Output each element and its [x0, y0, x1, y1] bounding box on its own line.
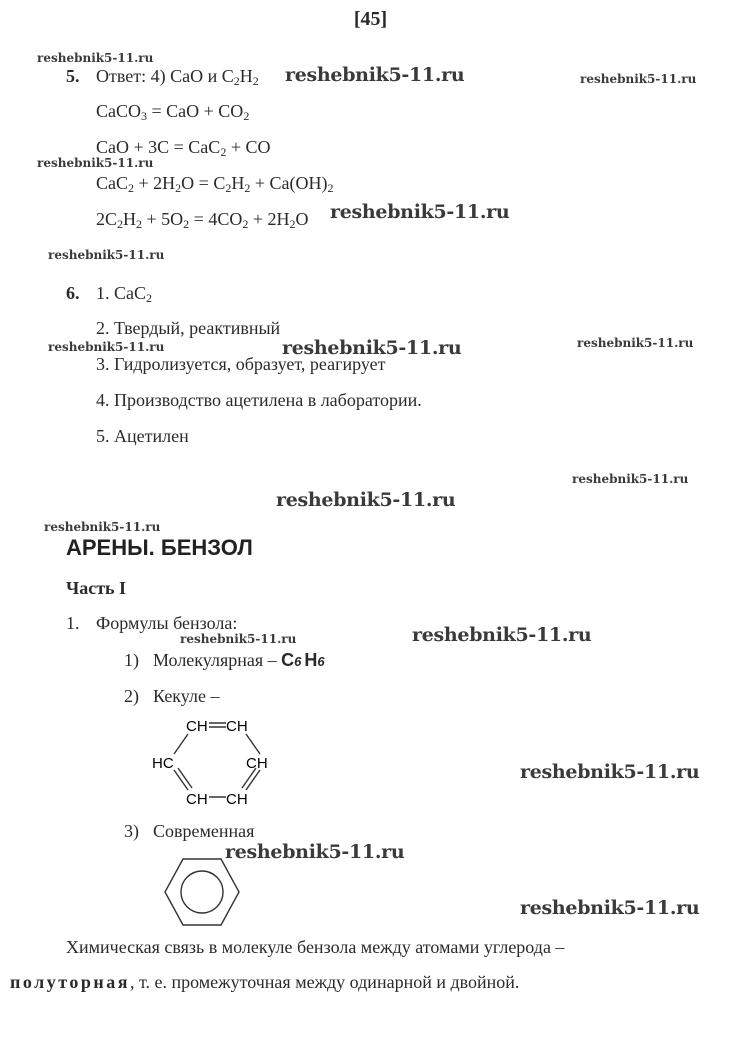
- kekule-atom: CH: [186, 791, 208, 808]
- watermark: reshebnik5-11.ru: [520, 897, 700, 919]
- q6-item-3: 3. Гидролизуется, образует, реагирует: [96, 354, 386, 374]
- watermark: reshebnik5-11.ru: [276, 489, 456, 511]
- watermark: reshebnik5-11.ru: [577, 336, 694, 350]
- part-title: Часть I: [66, 578, 127, 598]
- watermark: reshebnik5-11.ru: [282, 337, 462, 359]
- watermark: reshebnik5-11.ru: [330, 201, 510, 223]
- page-number: [45]: [353, 8, 388, 30]
- question-number: 5.: [66, 66, 80, 86]
- question-text: Формулы бензола:: [96, 613, 238, 633]
- kekule-atom: HC: [152, 755, 174, 772]
- question-number: 6.: [66, 283, 80, 303]
- q6-item-2: 2. Твердый, реактивный: [96, 318, 281, 338]
- kekule-atom: CH: [246, 755, 268, 772]
- watermark: reshebnik5-11.ru: [48, 340, 165, 354]
- watermark: reshebnik5-11.ru: [48, 248, 165, 262]
- kekule-label: Кекуле –: [153, 686, 220, 706]
- equation-3: $CaC_2 + 2H_2O = C_2H_2 + Ca(OH)_2$: [96, 173, 334, 195]
- benzene-ring-structure: [162, 855, 242, 929]
- key-term: полуторная: [10, 972, 130, 992]
- conclusion-line: Химическая связь в молекуле бензола между атомами углерода –: [66, 937, 565, 957]
- watermark: reshebnik5-11.ru: [37, 51, 154, 65]
- watermark: reshebnik5-11.ru: [412, 624, 592, 646]
- equation-2: CaO + 3C = CaC$_2$ + CO: [96, 137, 271, 159]
- formula-label: 2): [124, 686, 139, 706]
- watermark: reshebnik5-11.ru: [180, 632, 297, 646]
- watermark: reshebnik5-11.ru: [520, 761, 700, 783]
- q6-item-4: 4. Производство ацетилена в лаборатории.: [96, 390, 422, 410]
- watermark: reshebnik5-11.ru: [37, 156, 154, 170]
- question-number: 1.: [66, 613, 80, 633]
- formula-label: 3): [124, 821, 139, 841]
- conclusion-line: полуторная, т. е. промежуточная между одинарной и двойной.: [10, 972, 520, 992]
- watermark: reshebnik5-11.ru: [44, 520, 161, 534]
- equation-1: CaCO$_3$ = CaO + $CO_2$: [96, 101, 250, 123]
- modern-label: Современная: [153, 821, 255, 841]
- q6-item-5: 5. Ацетилен: [96, 426, 189, 446]
- kekule-atom: CH: [226, 718, 248, 735]
- kekule-atom: CH: [186, 718, 208, 735]
- molecular-formula: Молекулярная – C6 H6: [153, 650, 325, 670]
- kekule-atom: CH: [226, 791, 248, 808]
- watermark: reshebnik5-11.ru: [225, 841, 405, 863]
- equation-4: $2C_2H_2 + 5O_2 = 4CO_2 + 2H_2O$: [96, 209, 309, 231]
- watermark: reshebnik5-11.ru: [580, 72, 697, 86]
- section-title: АРЕНЫ. БЕНЗОЛ: [66, 535, 253, 560]
- watermark: reshebnik5-11.ru: [572, 472, 689, 486]
- kekule-structure: [140, 712, 280, 812]
- q6-item-1: 1. CaC$_2$: [96, 283, 153, 305]
- watermark: reshebnik5-11.ru: [285, 64, 465, 86]
- formula-label: 1): [124, 650, 139, 670]
- q5-answer: Ответ: 4) CaO и $C_2H_2$: [96, 66, 259, 88]
